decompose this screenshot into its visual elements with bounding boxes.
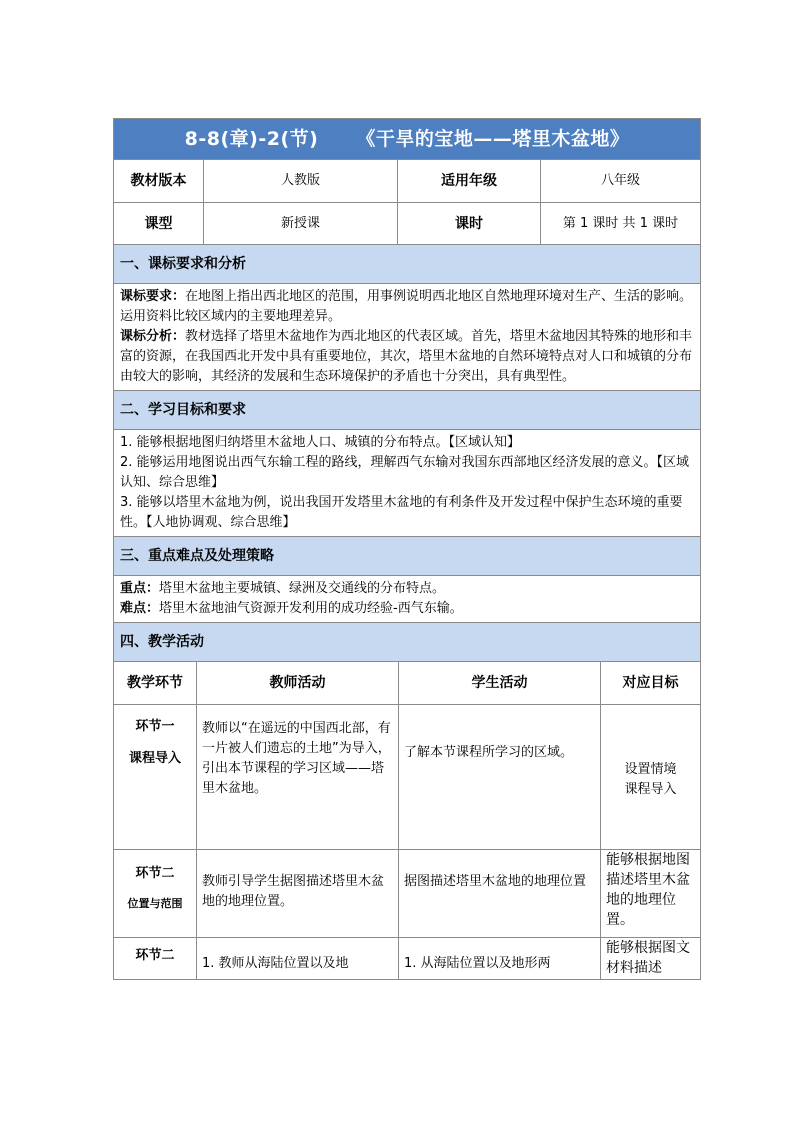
target-goal: 能够根据图文材料描述	[601, 938, 701, 980]
standard-requirement	[120, 287, 694, 327]
target-goal: 设置情境 课程导入	[601, 705, 701, 850]
section-4-heading: 四、教学活动	[114, 623, 701, 662]
stage-name: 环节二	[135, 866, 175, 881]
type-label: 课型	[114, 203, 204, 245]
target-goal: 能够根据地图描述塔里木盆地的地理位置。	[601, 850, 701, 938]
focus-point	[120, 579, 694, 599]
stage-sub: 位置与范围	[127, 897, 183, 910]
title-row	[114, 119, 701, 160]
goal-item: 2. 能够运用地图说出西气东输工程的路线，理解西气东输对我国东西部地区经济发展的意义。【区域认知、综合思维】	[120, 455, 690, 490]
analysis-text: 教材选择了塔里木盆地作为西北地区的代表区域。首先，塔里木盆地因其特殊的地形和丰富的资源，在我国西北开发中具有重要地位，其次，塔里木盆地的自然环境特点对人口和城镇的分布由较大的影响，其经济的发展和生态环境保护的矛盾也十分突出，具有典型性。	[120, 329, 693, 384]
goals-row	[114, 430, 701, 537]
teacher-activity: 1. 教师从海陆位置以及地	[197, 938, 399, 980]
lesson-plan-table	[113, 118, 701, 662]
edition-value: 人教版	[204, 160, 398, 203]
section-1-row	[114, 245, 701, 284]
goal-item: 3. 能够以塔里木盆地为例，说出我国开发塔里木盆地的有利条件及开发过程中保护生态环境的重要性。【人地协调观、综合思维】	[120, 495, 683, 530]
activities-header-row	[114, 662, 701, 705]
difficulty-label: 难点：	[120, 601, 160, 616]
key-points-row	[114, 576, 701, 623]
difficulty-point	[120, 599, 694, 619]
lesson-plan-page	[113, 118, 700, 980]
section-3-row	[114, 537, 701, 576]
standard-row	[114, 284, 701, 391]
lesson-title: 《干旱的宝地——塔里木盆地》	[356, 128, 630, 150]
stage-sub: 课程导入	[128, 751, 181, 766]
analysis-label: 课标分析：	[120, 329, 186, 344]
section-2-heading: 二、学习目标和要求	[114, 391, 701, 430]
hours-value: 第 1 课时 共 1 课时	[541, 203, 701, 245]
header-teacher: 教师活动	[197, 662, 399, 705]
student-activity: 了解本节课程所学习的区域。	[399, 705, 601, 850]
section-4-row	[114, 623, 701, 662]
teacher-activity: 教师以“在遥远的中国西北部，有一片被人们遗忘的土地”为导入，引出本节课程的学习区域——塔里木盆地。	[197, 705, 399, 850]
activities-table	[113, 661, 701, 980]
type-value: 新授课	[204, 203, 398, 245]
requirement-label: 课标要求：	[120, 289, 186, 304]
activity-row	[114, 705, 701, 850]
edition-label: 教材版本	[114, 160, 204, 203]
student-activity: 据图描述塔里木盆地的地理位置	[399, 850, 601, 938]
goal-item: 1. 能够根据地图归纳塔里木盆地人口、城镇的分布特点。【区域认知】	[120, 435, 521, 450]
section-1-heading: 一、课标要求和分析	[114, 245, 701, 284]
requirement-text: 在地图上指出西北地区的范围，用事例说明西北地区自然地理环境对生产、生活的影响。运用资料比较区域内的主要地理差异。	[120, 289, 693, 324]
grade-label: 适用年级	[398, 160, 541, 203]
difficulty-text: 塔里木盆地油气资源开发利用的成功经验-西气东输。	[159, 601, 463, 616]
activity-row	[114, 938, 701, 980]
standard-analysis	[120, 327, 694, 387]
section-3-heading: 三、重点难点及处理策略	[114, 537, 701, 576]
header-student: 学生活动	[399, 662, 601, 705]
info-row-type	[114, 203, 701, 245]
stage-name: 环节二	[114, 938, 197, 980]
chapter-code: 8-8(章)-2(节)	[184, 128, 319, 150]
stage-name: 环节一	[135, 719, 175, 734]
student-activity: 1. 从海陆位置以及地形两	[399, 938, 601, 980]
header-goal: 对应目标	[601, 662, 701, 705]
info-row-edition	[114, 160, 701, 203]
focus-text: 塔里木盆地主要城镇、绿洲及交通线的分布特点。	[159, 581, 446, 596]
hours-label: 课时	[398, 203, 541, 245]
section-2-row	[114, 391, 701, 430]
activity-row	[114, 850, 701, 938]
header-stage: 教学环节	[114, 662, 197, 705]
teacher-activity: 教师引导学生据图描述塔里木盆地的地理位置。	[197, 850, 399, 938]
grade-value: 八年级	[541, 160, 701, 203]
focus-label: 重点：	[120, 581, 160, 596]
